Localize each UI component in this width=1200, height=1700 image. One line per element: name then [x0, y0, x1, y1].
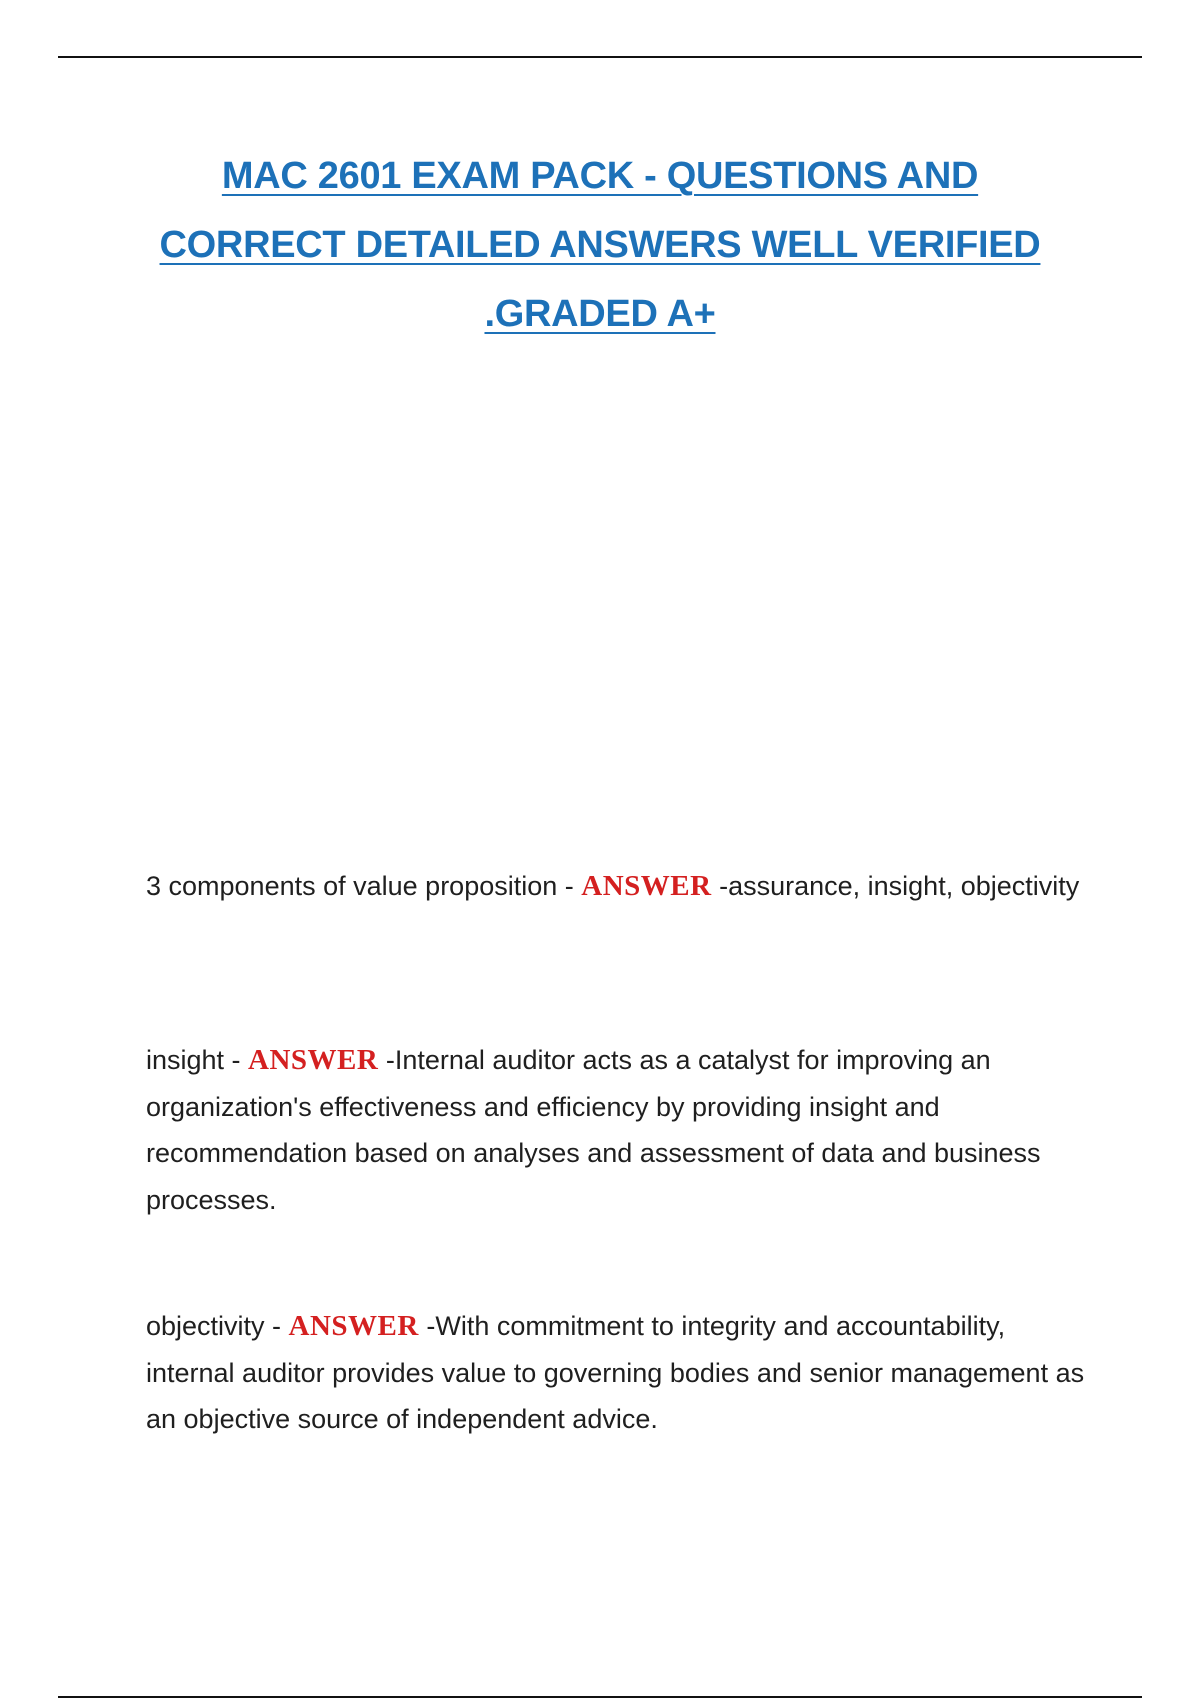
answer-tag: ANSWER [581, 870, 712, 902]
answer-tag: ANSWER [248, 1044, 379, 1076]
qa-entry-objectivity [146, 1303, 1086, 1443]
qa-term: objectivity - [146, 1311, 289, 1341]
qa-answer: -Internal auditor acts as a catalyst for improving an organization's effectiveness and efficiency by providing insight and recommendation based on analyses and assessment of data and business processes. [146, 1045, 1041, 1215]
qa-answer: -assurance, insight, objectivity [711, 871, 1080, 901]
document-title [100, 142, 1100, 349]
qa-answer: -With commitment to integrity and accountability, internal auditor provides value to governing bodies and senior management as an objective source of independent advice. [146, 1311, 1085, 1434]
qa-entry-value-proposition [146, 863, 1086, 910]
title-line-2: CORRECT DETAILED ANSWERS WELL VERIFIED [159, 224, 1041, 266]
title-line-3: .GRADED A+ [484, 293, 716, 335]
answer-tag: ANSWER [288, 1310, 419, 1342]
top-rule [58, 56, 1142, 58]
title-line-1: MAC 2601 EXAM PACK - QUESTIONS AND [221, 155, 979, 197]
qa-entry-insight [146, 1037, 1086, 1223]
bottom-rule [58, 1696, 1142, 1698]
qa-term: insight - [146, 1045, 249, 1075]
qa-term: 3 components of value proposition - [146, 871, 582, 901]
